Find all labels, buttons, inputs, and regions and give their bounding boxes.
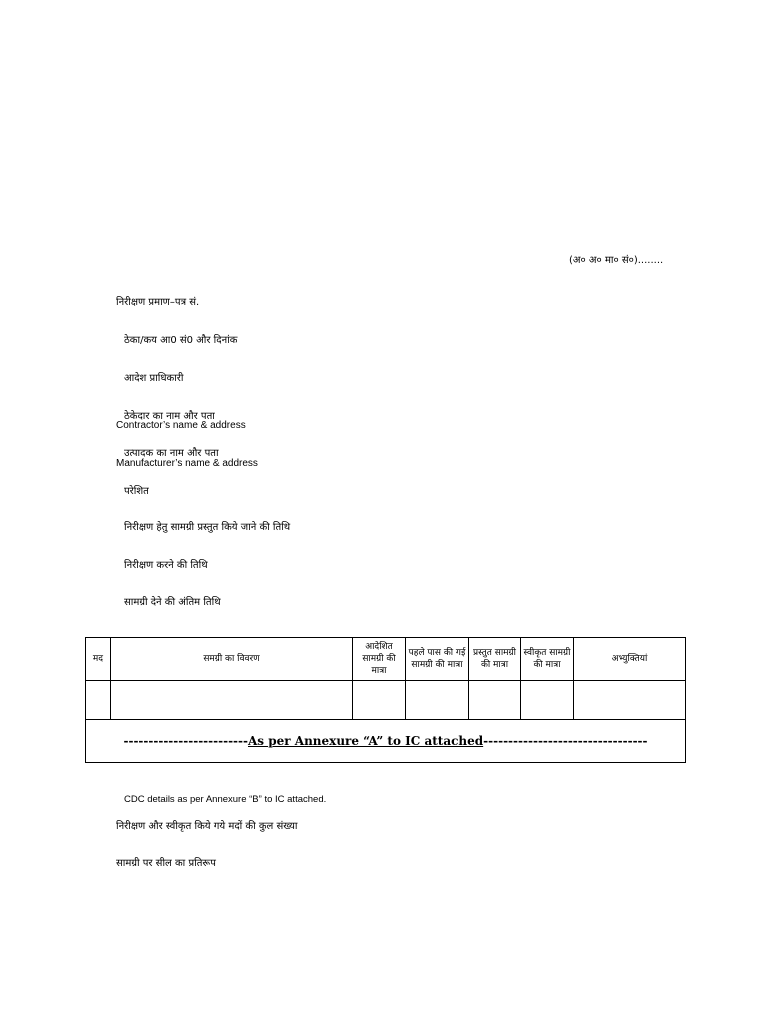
contract-number-label: ठेका/कय आ0 सं0 और दिनांक [124, 335, 238, 346]
header-accepted-qty: स्वीकृत सामग्री की मात्रा [521, 638, 574, 681]
material-offered-date-label: निरीक्षण हेतु सामग्री प्रस्तुत किये जाने की तिथि [124, 522, 291, 533]
header-item: मद [86, 638, 111, 681]
reference-number: (अ० अ० मा० सं०)........ [569, 255, 664, 266]
annexure-a-note: As per Annexure “A” to IC attached [248, 734, 484, 748]
table-row [86, 681, 686, 720]
header-offered-qty: प्रस्तुत सामग्री की मात्रा [469, 638, 521, 681]
header-remarks: अभ्युक्तियां [574, 638, 686, 681]
table-header-row [86, 638, 686, 681]
table-cell [86, 681, 111, 720]
inspection-date-label: निरीक्षण करने की तिथि [124, 560, 208, 571]
annexure-dashes-left: ------------------------- [123, 734, 248, 748]
certificate-number-label: निरीक्षण प्रमाण–पत्र सं. [116, 297, 200, 308]
manufacturer-name-label-hi: उत्पादक का नाम और पता [124, 448, 219, 459]
table-cell [574, 681, 686, 720]
header-description: समग्री का विवरण [111, 638, 353, 681]
cdc-note: CDC details as per Annexure “B” to IC attached. [124, 794, 327, 805]
ordering-authority-label: आदेश प्राधिकारी [124, 373, 184, 384]
contractor-name-label-hi: ठेकेदार का नाम और पता [124, 411, 215, 422]
header-ordered-qty: आदेशित सामग्री की मात्रा [353, 638, 406, 681]
table-cell [469, 681, 521, 720]
table-cell [111, 681, 353, 720]
delivery-last-date-label: सामग्री देने की अंतिम तिथि [124, 597, 221, 608]
consignee-label: परेशित [124, 486, 149, 497]
annexure-dashes-right: --------------------------------- [483, 734, 648, 748]
contractor-name-label-en: Contractor’s name & address [116, 420, 246, 431]
table-cell [406, 681, 469, 720]
annexure-cell [86, 720, 686, 763]
table-cell [353, 681, 406, 720]
manufacturer-name-label-en: Manufacturer’s name & address [116, 458, 258, 469]
table-cell [521, 681, 574, 720]
seal-label: सामग्री पर सील का प्रतिरूप [116, 858, 216, 869]
header-previously-passed-qty: पहले पास की गई सामग्री की मात्रा [406, 638, 469, 681]
annexure-row [86, 720, 686, 763]
items-table [85, 637, 686, 763]
total-items-label: निरीक्षण और स्वीकृत किये गये मदों की कुल संख्या [116, 821, 298, 832]
